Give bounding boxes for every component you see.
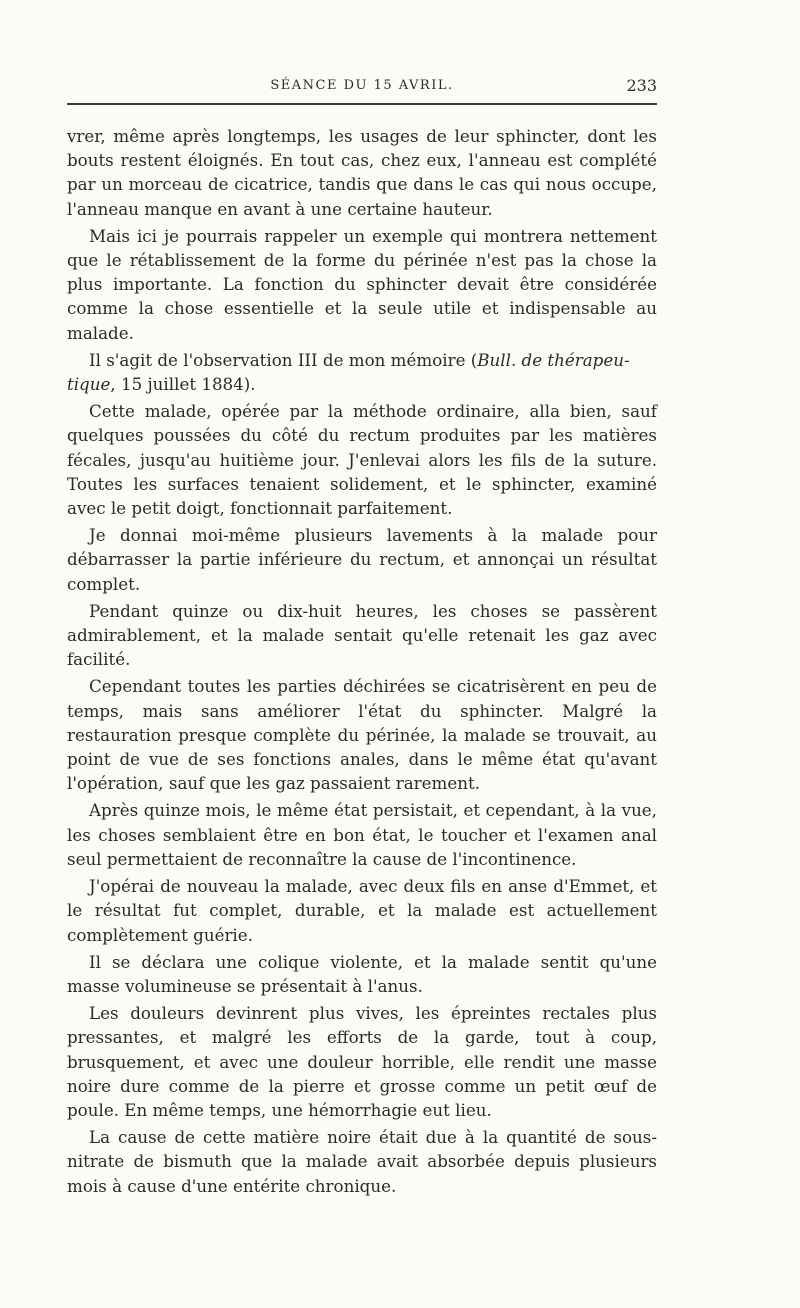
- paragraph-3: [67, 348, 657, 396]
- paragraph-11: Les douleurs devinrent plus vives, les épreintes rectales plus pressantes, et malgré les efforts de la garde, tout à coup, brusquement, et avec une douleur horrible, elle rendit une masse noire dure comme de la pierre et grosse comme un petit œuf de poule. En même temps, une hémorrhagie eut lieu.: [67, 1003, 657, 1120]
- paragraph-5: Je donnai moi-même plusieurs lavements à la malade pour débarrasser la partie inférieure du rectum, et annonçai un résultat complet.: [67, 525, 657, 594]
- page-number: 233: [626, 76, 657, 95]
- paragraph-10: Il se déclara une colique violente, et la malade sentit qu'une masse volumineuse se présentait à l'anus.: [67, 951, 657, 996]
- paragraph-12: La cause de cette matière noire était due à la quantité de sous-nitrate de bismuth que la malade avait absorbée depuis plusieurs mois à cause d'une entérite chronique.: [67, 1127, 657, 1196]
- body-text: [67, 124, 657, 1198]
- running-head: [67, 74, 657, 96]
- paragraph-3-text-b: , 15 juillet 1884).: [110, 374, 256, 395]
- paragraph-9: J'opérai de nouveau la malade, avec deux fils en anse d'Emmet, et le résultat fut complet, durable, et la malade est actuellement complètement guérie.: [67, 876, 657, 945]
- paragraph-6: Pendant quinze ou dix-huit heures, les choses se passèrent admirablement, et la malade sentait qu'elle retenait les gaz avec facilité.: [67, 600, 657, 670]
- citation-italic-1: Bull. de thérapeu-: [477, 349, 630, 370]
- paragraph-1: vrer, même après longtemps, les usages de leur sphincter, dont les bouts restent éloignés. En tout cas, chez eux, l'anneau est complété par un morceau de cicatrice, tandis que dans le cas qui nous occupe, l'anneau manque en avant à une certaine hauteur.: [67, 126, 657, 219]
- running-title: SÉANCE DU 15 AVRIL.: [270, 78, 454, 93]
- citation-italic-2: tique: [67, 374, 111, 395]
- paragraph-2: Mais ici je pourrais rappeler un exemple qui montrera nettement que le rétablissement de la forme du périnée n'est pas la chose la plus importante. La fonction du sphincter devait être considérée comme la chose essentielle et la seule utile et indispensable au malade.: [67, 225, 657, 343]
- paragraph-7: Cependant toutes les parties déchirées se cicatrisèrent en peu de temps, mais sans améliorer l'état du sphincter. Malgré la restauration presque complète du périnée, la malade se trouvait, au point de vue de ses fonctions anales, dans le même état qu'avant l'opération, sauf que les gaz passaient rarement.: [67, 676, 657, 794]
- paragraph-3-text-a: Il s'agit de l'observation III de mon mémoire (: [89, 349, 478, 370]
- paragraph-4: Cette malade, opérée par la méthode ordinaire, alla bien, sauf quelques poussées du côté du rectum produites par les matières fécales, jusqu'au huitième jour. J'enlevai alors les fils de la suture. Toutes les surfaces tenaient solidement, et le sphincter, examiné avec le petit doigt, fonctionnait parfaitement.: [67, 401, 657, 519]
- header-rule: [67, 103, 657, 105]
- paragraph-8: Après quinze mois, le même état persistait, et cependant, à la vue, les choses semblaient être en bon état, le toucher et l'examen anal seul permettaient de reconnaître la cause de l'incontinence.: [67, 800, 657, 869]
